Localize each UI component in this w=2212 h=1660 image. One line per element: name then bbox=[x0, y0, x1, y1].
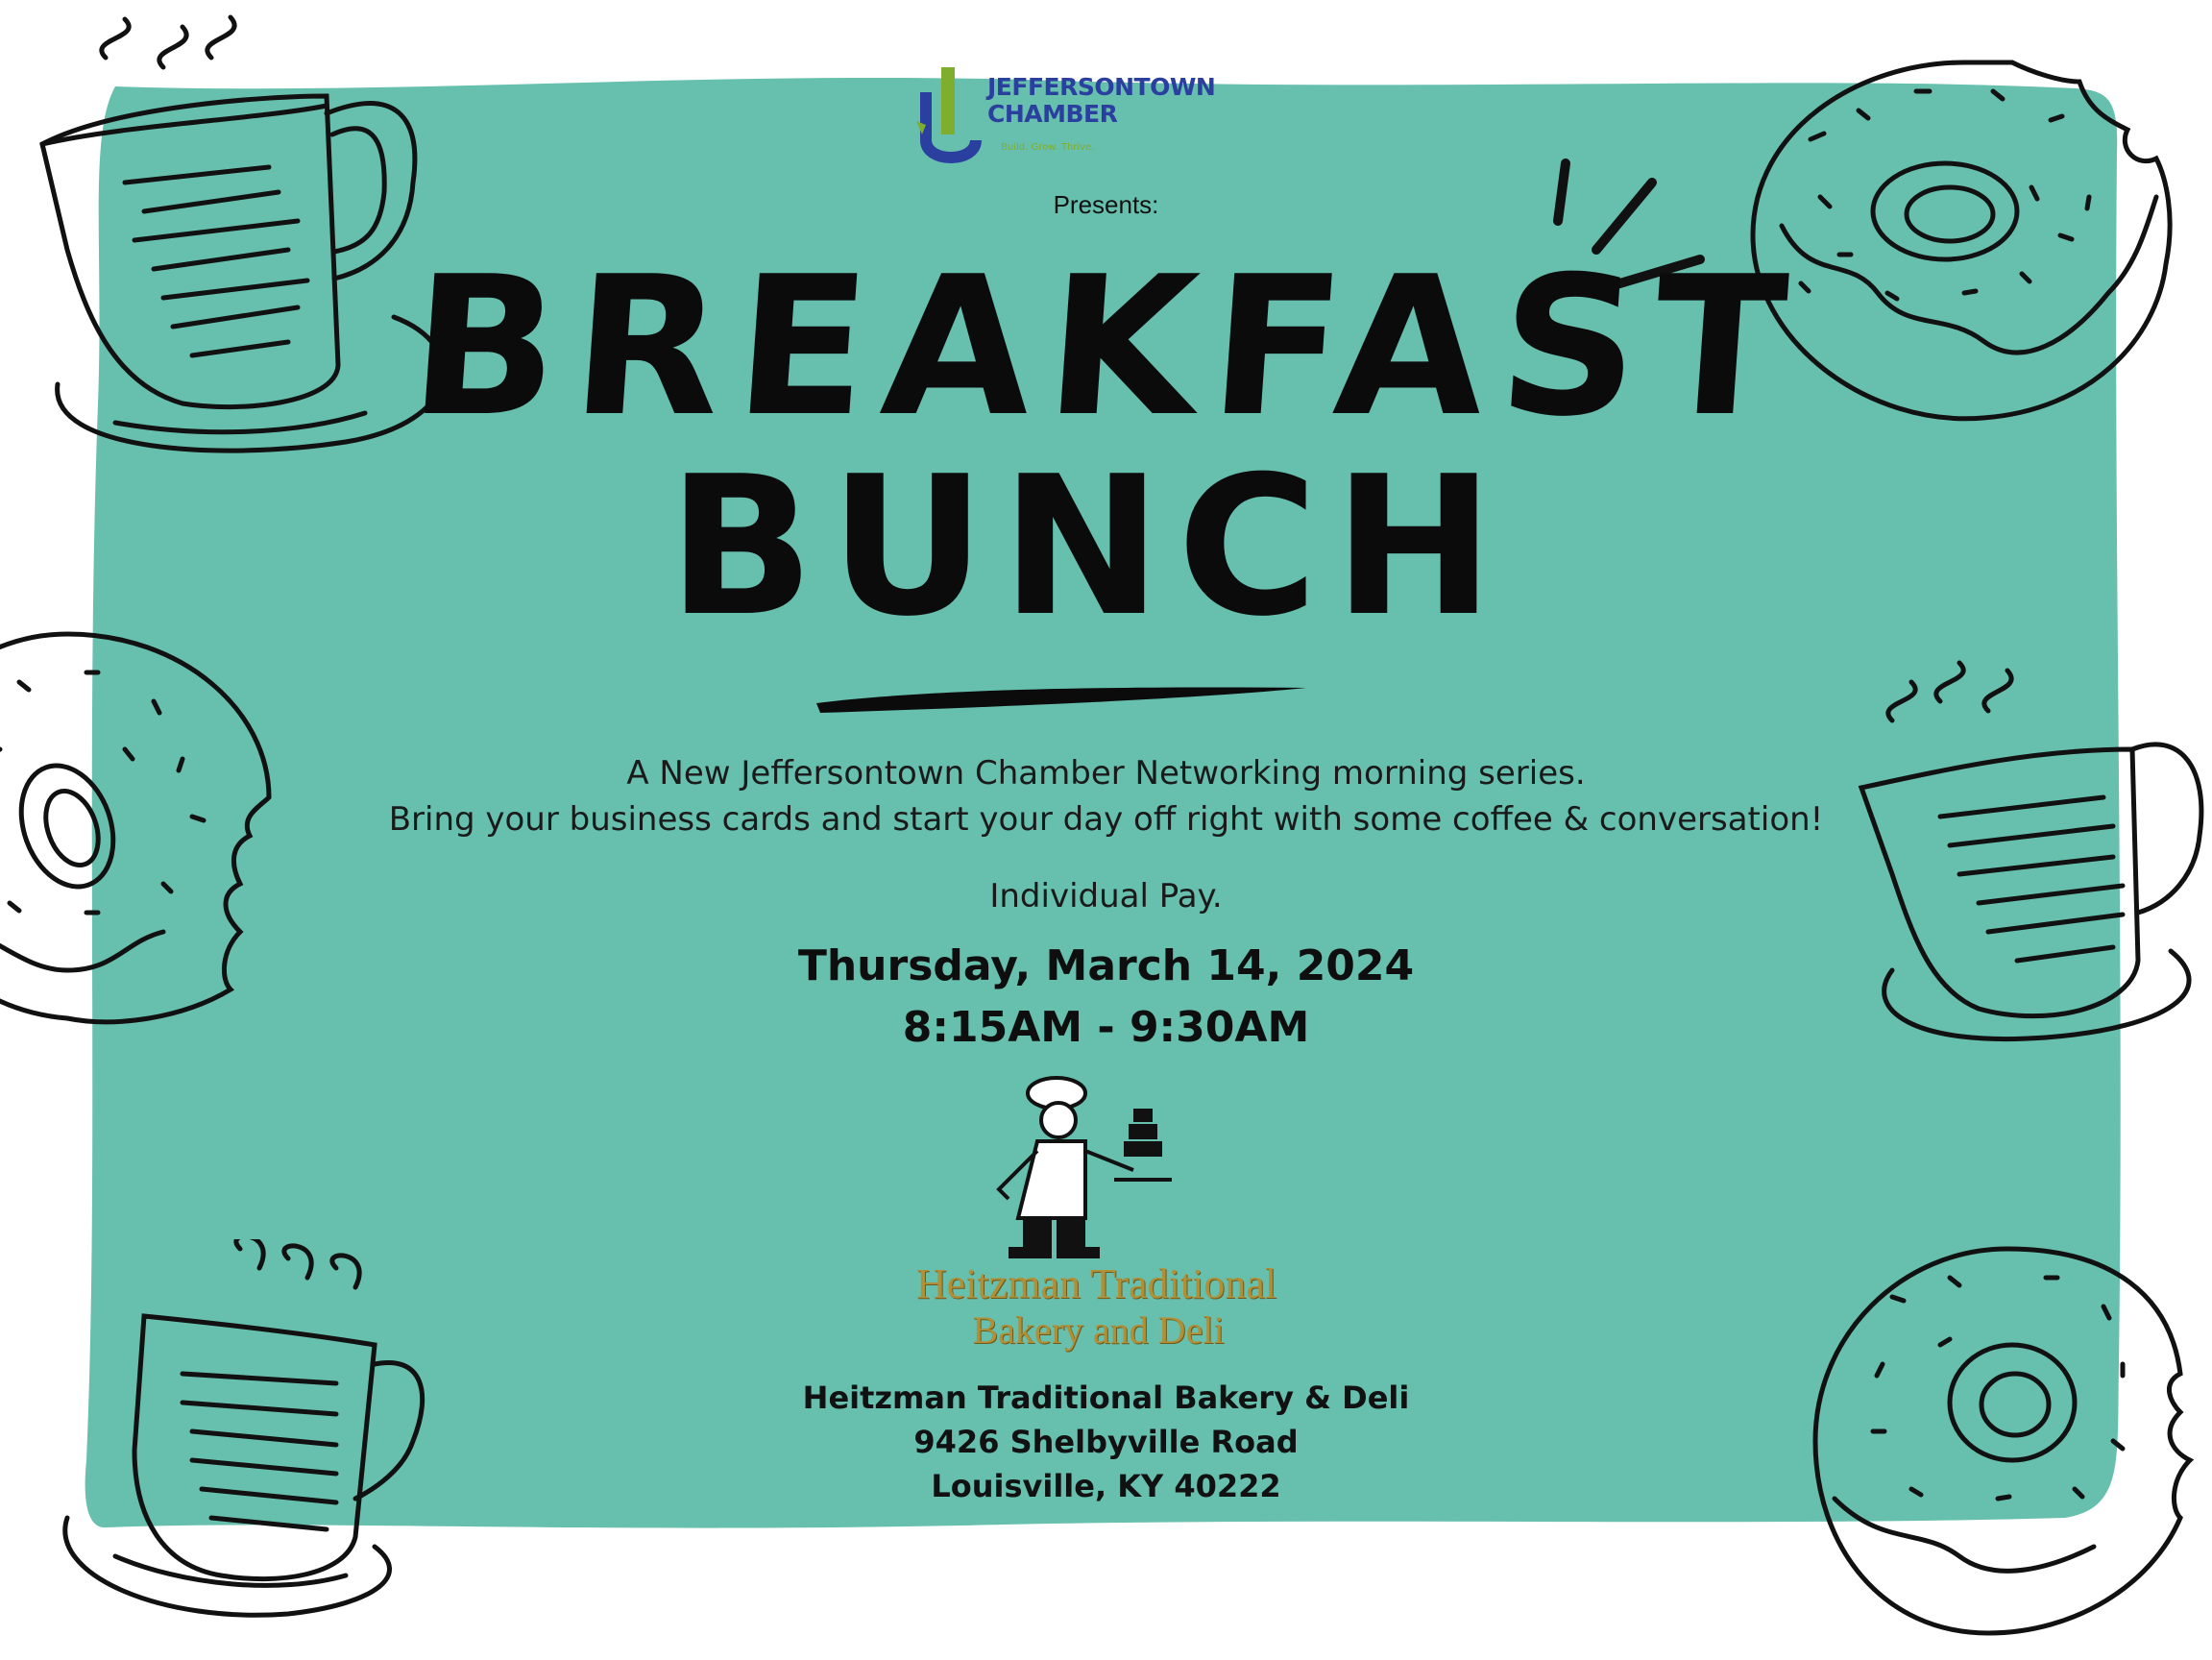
chamber-name-line2: CHAMBER bbox=[987, 100, 1118, 128]
description-line2: Bring your business cards and start your day off right with some coffee & conversation! bbox=[388, 800, 1824, 839]
chamber-logo bbox=[912, 63, 1239, 169]
bakery-logo-line1: Heitzman Traditional bbox=[915, 1260, 1277, 1307]
venue-city: Louisville, KY 40222 bbox=[931, 1468, 1281, 1504]
pay-note: Individual Pay. bbox=[989, 877, 1223, 915]
title-line2: BUNCH bbox=[668, 435, 1510, 659]
chamber-logo-mark-icon bbox=[912, 63, 989, 169]
baker-chef-icon bbox=[980, 1074, 1210, 1266]
title-line1: BREAKFAST bbox=[403, 235, 1809, 459]
chamber-tagline: Build. Grow. Thrive. bbox=[1001, 142, 1095, 153]
venue-street: 9426 Shelbyville Road bbox=[913, 1424, 1299, 1460]
chamber-name-line1: JEFFERSONTOWN bbox=[987, 73, 1216, 101]
presents-label: Presents: bbox=[1053, 190, 1159, 219]
bakery-logo-line2: Bakery and Deli bbox=[972, 1308, 1225, 1352]
event-time: 8:15AM - 9:30AM bbox=[902, 1003, 1310, 1052]
event-date: Thursday, March 14, 2024 bbox=[797, 941, 1415, 990]
title-underline bbox=[807, 672, 1325, 720]
venue-name: Heitzman Traditional Bakery & Deli bbox=[802, 1379, 1410, 1416]
description-line1: A New Jeffersontown Chamber Networking morning series. bbox=[626, 754, 1586, 793]
